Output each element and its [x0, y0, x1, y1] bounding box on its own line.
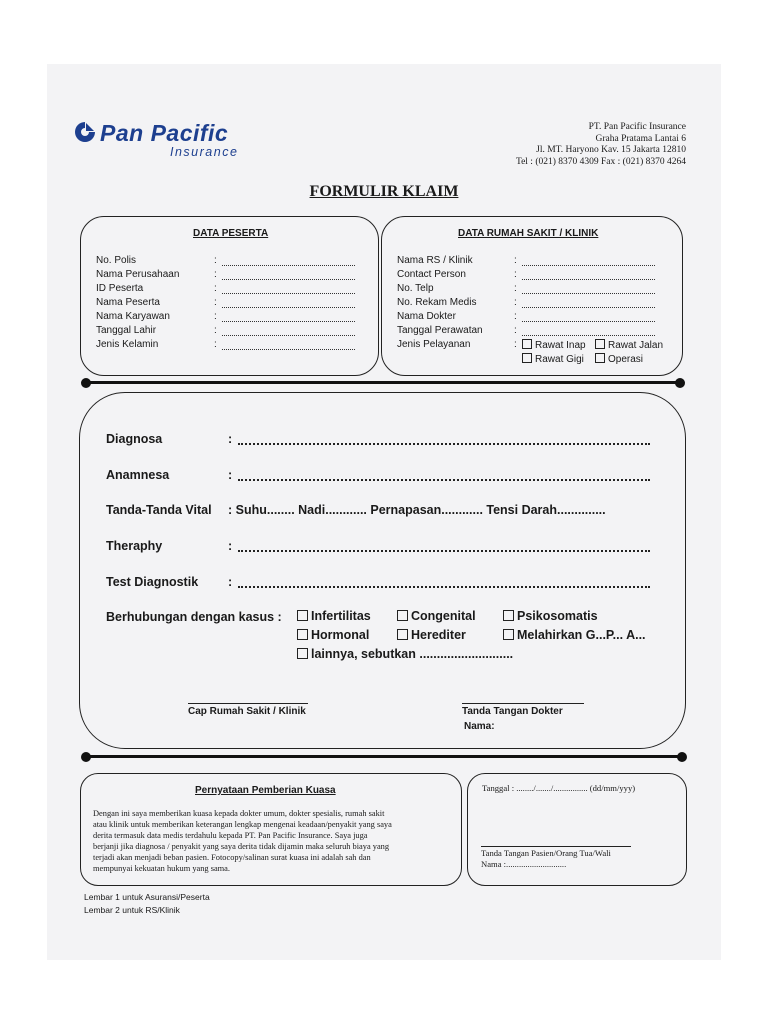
- company-building: Graha Pratama Lantai 6: [595, 133, 686, 144]
- nama-dokter-field[interactable]: [522, 321, 655, 322]
- kuasa-line: terjadi akan menjadi beban pasien. Fotocopy/salinan surat kuasa ini adalah sah dan: [93, 853, 371, 862]
- field-label: Nama RS / Klinik: [397, 255, 473, 266]
- nama-perusahaan-field[interactable]: [222, 279, 355, 280]
- contact-person-field[interactable]: [522, 279, 655, 280]
- separator-dot: [675, 378, 685, 388]
- colon: :: [214, 297, 217, 308]
- colon: :: [214, 283, 217, 294]
- field-label: No. Telp: [397, 283, 434, 294]
- nama-karyawan-field[interactable]: [222, 321, 355, 322]
- data-rs-box: [381, 216, 683, 376]
- service-rawat-gigi[interactable]: Rawat Gigi: [522, 353, 584, 365]
- pan-pacific-logo-icon: [73, 120, 97, 144]
- no-polis-field[interactable]: [222, 265, 355, 266]
- colon: :: [228, 432, 233, 446]
- field-label: Jenis Pelayanan: [397, 339, 471, 350]
- diagnosa-field[interactable]: [238, 443, 650, 445]
- id-peserta-field[interactable]: [222, 293, 355, 294]
- field-label: Nama Peserta: [96, 297, 160, 308]
- checkbox-icon[interactable]: [595, 353, 605, 363]
- kasus-melahirkan[interactable]: Melahirkan G...P... A...: [503, 628, 646, 642]
- checkbox-icon[interactable]: [522, 339, 532, 349]
- tanggal-perawatan-field[interactable]: [522, 335, 655, 336]
- field-label: Nama Perusahaan: [96, 269, 180, 280]
- checkbox-icon[interactable]: [595, 339, 605, 349]
- separator-line: [86, 381, 680, 384]
- colon: :: [514, 339, 517, 350]
- anamnesa-label: Anamnesa: [106, 468, 170, 482]
- lembar-2-note: Lembar 2 untuk RS/Klinik: [84, 905, 180, 915]
- service-rawat-inap[interactable]: Rawat Inap: [522, 339, 586, 351]
- kasus-herediter[interactable]: Herediter: [397, 628, 466, 642]
- colon: :: [514, 283, 517, 294]
- cap-rs-line[interactable]: [188, 703, 308, 704]
- patient-signature-line[interactable]: [481, 846, 631, 847]
- tanggal-field[interactable]: Tanggal : ......../......./................ (dd/mm/yyy): [482, 783, 636, 793]
- kuasa-title: Pernyataan Pemberian Kuasa: [195, 785, 336, 796]
- company-address: Jl. MT. Haryono Kav. 15 Jakarta 12810: [536, 145, 686, 155]
- company-name: PT. Pan Pacific Insurance: [588, 122, 686, 132]
- checkbox-icon[interactable]: [503, 610, 514, 621]
- medical-info-box: [79, 392, 686, 749]
- nama-peserta-field[interactable]: [222, 307, 355, 308]
- patient-signature-label: Tanda Tangan Pasien/Orang Tua/Wali: [481, 848, 611, 858]
- checkbox-icon[interactable]: [297, 648, 308, 659]
- field-label: No. Polis: [96, 255, 137, 266]
- lembar-1-note: Lembar 1 untuk Asuransi/Peserta: [84, 892, 210, 902]
- kasus-infertilitas[interactable]: Infertilitas: [297, 609, 371, 623]
- test-diagnostik-field[interactable]: [238, 586, 650, 588]
- colon: :: [514, 297, 517, 308]
- separator-line: [86, 755, 682, 758]
- colon: :: [514, 311, 517, 322]
- colon: :: [214, 325, 217, 336]
- service-operasi[interactable]: Operasi: [595, 353, 643, 365]
- ttd-dokter-line[interactable]: [462, 703, 584, 704]
- data-peserta-title: DATA PESERTA: [193, 228, 269, 239]
- logo-wordmark: Pan Pacific: [100, 120, 229, 146]
- field-label: Tanggal Lahir: [96, 325, 157, 336]
- company-phone: Tel : (021) 8370 4309 Fax : (021) 8370 4264: [515, 156, 686, 167]
- colon: :: [514, 269, 517, 280]
- kasus-label: Berhubungan dengan kasus :: [106, 610, 282, 624]
- nama-dokter-label: Nama:: [464, 721, 495, 732]
- colon: :: [214, 339, 217, 350]
- kasus-congenital[interactable]: Congenital: [397, 609, 476, 623]
- colon: :: [228, 575, 233, 589]
- data-peserta-box: [80, 216, 379, 376]
- colon: :: [214, 269, 217, 280]
- colon: :: [514, 255, 517, 266]
- kasus-hormonal[interactable]: Hormonal: [297, 628, 369, 642]
- field-label: Jenis Kelamin: [96, 339, 159, 350]
- service-rawat-jalan[interactable]: Rawat Jalan: [595, 339, 663, 351]
- colon: :: [514, 325, 517, 336]
- kuasa-paragraph: [93, 808, 453, 874]
- separator-dot: [677, 752, 687, 762]
- kasus-psikosomatis[interactable]: Psikosomatis: [503, 609, 598, 623]
- patient-nama-field[interactable]: Nama :............................: [481, 859, 567, 869]
- field-label: ID Peserta: [96, 283, 144, 294]
- anamnesa-field[interactable]: [238, 479, 650, 481]
- kuasa-line: atau klinik untuk memberikan keterangan lengkap mengenai keadaan/penyakit yang saya: [93, 820, 392, 829]
- checkbox-icon[interactable]: [522, 353, 532, 363]
- field-label: No. Rekam Medis: [397, 297, 477, 308]
- cap-rs-label: Cap Rumah Sakit / Klinik: [188, 706, 306, 717]
- field-label: Nama Karyawan: [96, 311, 170, 322]
- kuasa-line: Dengan ini saya memberikan kuasa kepada dokter umum, dokter spesialis, rumah sakit: [93, 809, 385, 818]
- kuasa-line: mempunyai kekuatan hukum yang sama.: [93, 864, 230, 873]
- kasus-lainnya[interactable]: lainnya, sebutkan ...........................: [297, 647, 513, 661]
- field-label: Tanggal Perawatan: [397, 325, 483, 336]
- kuasa-line: berjanji jika diagnosa / penyakit yang saya derita tidak dijamin maka seluruh biaya yang: [93, 842, 390, 851]
- logo-subtitle: Insurance: [170, 145, 239, 159]
- diagnosa-label: Diagnosa: [106, 432, 163, 446]
- colon: :: [228, 468, 233, 482]
- test-diagnostik-label: Test Diagnostik: [106, 575, 199, 589]
- checkbox-icon[interactable]: [397, 610, 408, 621]
- colon: :: [214, 311, 217, 322]
- form-title: FORMULIR KLAIM: [309, 183, 459, 200]
- ttd-dokter-label: Tanda Tangan Dokter: [462, 706, 563, 717]
- jenis-kelamin-field[interactable]: [222, 349, 355, 350]
- checkbox-icon[interactable]: [297, 629, 308, 640]
- field-label: Contact Person: [397, 269, 466, 280]
- checkbox-icon[interactable]: [503, 629, 514, 640]
- checkbox-icon[interactable]: [297, 610, 308, 621]
- theraphy-label: Theraphy: [106, 539, 163, 553]
- tanggal-lahir-field[interactable]: [222, 335, 355, 336]
- colon: :: [214, 255, 217, 266]
- company-info: [516, 122, 686, 168]
- vital-signs-fields[interactable]: : Suhu........ Nadi............ Pernapasan............ Tensi Darah..............: [228, 503, 606, 517]
- no-rekam-medis-field[interactable]: [522, 307, 655, 308]
- theraphy-field[interactable]: [238, 550, 650, 552]
- vital-signs-label: Tanda-Tanda Vital: [106, 503, 212, 517]
- nama-rs-field[interactable]: [522, 265, 655, 266]
- colon: :: [228, 539, 233, 553]
- kuasa-line: derita termasuk data medis terdahulu kepada PT. Pan Pacific Insurance. Saya juga: [93, 831, 368, 840]
- no-telp-field[interactable]: [522, 293, 655, 294]
- field-label: Nama Dokter: [397, 311, 456, 322]
- checkbox-icon[interactable]: [397, 629, 408, 640]
- data-rs-title: DATA RUMAH SAKIT / KLINIK: [458, 228, 599, 239]
